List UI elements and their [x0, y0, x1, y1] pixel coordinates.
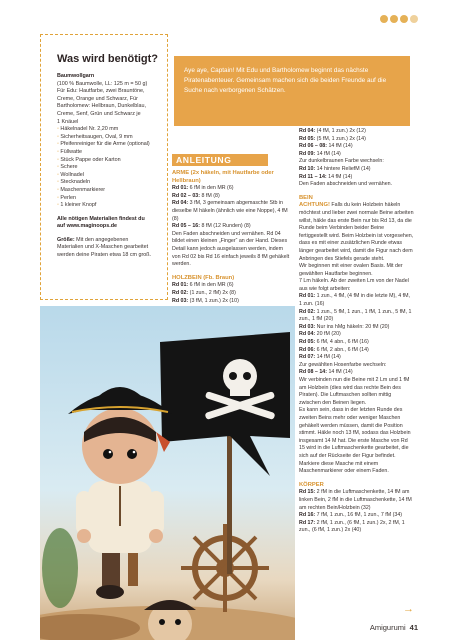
- row: Rd 07: 14 fM (14): [299, 354, 341, 361]
- dot: [410, 15, 418, 23]
- pirate-illustration: [40, 306, 295, 640]
- list-item: ◦ Häkelnadel Nr. 2,20 mm: [57, 126, 161, 134]
- row: Rd 11 – 14: 14 fM (14): [299, 173, 353, 180]
- materials-title: Was wird benötigt?: [57, 53, 159, 65]
- row: Rd 04: (4 fM, 1 zun.) 2x (12): [299, 128, 366, 134]
- yarn-line: Für Edu: Hautfarbe, zwei Brauntöne,: [57, 88, 145, 95]
- row: Rd 03: Nur ins hMg häkeln: 20 fM (20): [299, 323, 390, 330]
- row: Rd 06: 6 fM, 2 abn., 6 fM (14): [299, 346, 369, 353]
- text: Zur dunkelbraunen Farbe wechseln:: [299, 158, 384, 165]
- dot: [400, 15, 408, 23]
- magazine-name: Amigurumi: [369, 623, 406, 632]
- list-item: ◦ Füllwatte: [57, 149, 161, 157]
- instructions-col1: [172, 170, 292, 305]
- materials-note: Alle nötigen Materialien findest du: [57, 215, 145, 222]
- text: Es kann sein, dass in der letzten Runde des zweiten Beins mehr oder weniger Maschen gehäkelt werden müssen, damit die Position stimmt. Häkle noch 13 fM, sodass das Holzbein insgesamt 14 M hat. Die erste Masche von Rd 15 wird in die Luftmaschenkette gearbeitet, die sich auf der Rückseite der Figur befindet. Markiere diese Masche mit einem Maschenmarkierer oder einem Faden.: [299, 407, 411, 475]
- bein-text: 7 Lm häkeln. Ab der zweiten Lm von der Nadel aus wie folgt arbeiten:: [299, 278, 409, 292]
- row: Rd 02: (1 zun., 2 fM) 2x (8): [172, 289, 236, 296]
- row: Rd 08 – 14: 14 fM (14): [299, 369, 353, 376]
- page-footer: [370, 623, 418, 632]
- yarn-line: Creme, Senf, Grün und Schwarz je: [57, 110, 141, 117]
- dot: [380, 15, 388, 23]
- materials-list: [57, 126, 161, 210]
- row: Rd 01: 6 fM in den MR (6): [172, 185, 234, 192]
- intro-banner: Aye aye, Captain! Mit Edu und Bartholomew beginnt das nächste Piratenabenteuer. Gemeinsam machen sich die beiden Freunde auf die Suche nach verborgenen Schätzen.: [174, 56, 410, 126]
- row: Rd 01: 1 zun., 4 fM, (4 fM in die letzte M), 4 fM, 1 zun. (16): [299, 293, 410, 308]
- row: Rd 06 – 08: 14 fM (14): [299, 143, 353, 150]
- row: Rd 10: 14 hintere ReliefM (14): [299, 165, 371, 172]
- row: Rd 03: (3 fM, 1 zun.) 2x (10): [172, 297, 239, 304]
- list-item: ◦ Perlen: [57, 195, 161, 203]
- text: Wir verbinden nun die Beine mit 2 Lm und 1 fM am Holzbein (dies wird das rechte Bein des Piraten). Die Luftmaschen sollten mittig zwischen den Beinen liegen.: [299, 377, 410, 406]
- yarn-line: 1 Knäuel: [57, 118, 79, 125]
- arme-text: Den Faden abschneiden und vernähen. Rd 04 bildet einen kleinen „Finger“ an der Hand. Dieses Detail kann jedoch ausgelassen werden, indem von Rd 02 bis Rd 16 einfach jeweils 8 fM gehäkelt werden.: [172, 230, 290, 268]
- materials-note: auf www.maginoops.de: [57, 223, 117, 230]
- page-number: 41: [409, 623, 418, 632]
- bein-title: BEIN: [299, 194, 313, 201]
- row: Rd 02: 1 zun., 5 fM, 1 zun., 1 fM, 1 zun., 5 fM, 1 zun., 1 fM (20): [299, 308, 412, 323]
- list-item: ◦ 1 kleiner Knopf: [57, 202, 161, 210]
- bein-text: ACHTUNG! Falls du kein Holzbein häkeln möchtest und lieber zwei normale Beine arbeiten willst, häkle das erste Bein nur bis Rd 13, da die Runde beim Verbinden beider Beine fertiggestellt wird. Beim Holzbein ist vorgesehen, dass es mit einer zusätzlichen Runde etwas länger gearbeitet wird, damit die Figur nach dem Anbringen des Stiefels gerade steht.: [299, 202, 414, 262]
- pirate-photo: [40, 306, 295, 640]
- materials-box: [40, 34, 168, 300]
- text: Den Faden abschneiden und vernähen.: [299, 181, 393, 188]
- list-item: ◦ Maschenmarkierer: [57, 187, 161, 195]
- text: Zur gewählten Hosenfarbe wechseln:: [299, 361, 387, 368]
- row: Rd 04: 20 fM (20): [299, 331, 341, 338]
- arme-title: ARME (2x häkeln, mit Hautfarbe oder Hellbraun): [172, 170, 274, 184]
- ship-wheel: [181, 524, 269, 612]
- row: Rd 04: 3 fM, 3 gemeinsam abgemaschte Stb in dieselbe M häkeln (ähnlich wie eine Noppe), 4 fM (8): [172, 200, 288, 222]
- row: Rd 16: 7 fM, 1 zun., 16 fM, 1 zun., 7 fM (34): [299, 512, 403, 519]
- koerper-title: KÖRPER: [299, 481, 324, 488]
- yarn-line: (100 % Baumwolle, LL: 125 m = 50 g): [57, 80, 148, 87]
- list-item: ◦ Pfeifenreiniger für die Arme (optional): [57, 141, 161, 149]
- pirate-flag: [160, 332, 290, 476]
- size-info: Größe: Mit den angegebenen: [57, 236, 129, 243]
- row: Rd 09: 14 fM (14): [299, 150, 341, 157]
- row: Rd 05 – 16: 8 fM (12 Runden) (8): [172, 223, 251, 230]
- holzbein-title: HOLZBEIN (Fb. Braun): [172, 274, 235, 281]
- size-line: Materialien und X-Maschen gearbeitet: [57, 244, 149, 251]
- yarn-title: Baumwollgarn: [57, 73, 95, 79]
- row: Rd 17: 2 fM, 1 zun., (6 fM, 1 zun.) 2x, 2 fM, 1 zun., (6 fM, 1 zun.) 2x (40): [299, 519, 405, 534]
- row: Rd 15: 2 fM in die Luftmaschenkette, 14 fM am linken Bein, 2 fM in die Luftmaschenkette, 14 fM am rechten Bein/Holzbein (32): [299, 489, 412, 511]
- size-line: werden deine Piraten etwa 18 cm groß.: [57, 252, 152, 259]
- second-doll: [144, 600, 196, 640]
- list-item: ◦ Wollnadel: [57, 172, 161, 180]
- row: Rd 01: 6 fM in den MR (6): [172, 282, 234, 289]
- list-item: ◦ Schere: [57, 164, 161, 172]
- list-item: ◦ Stecknadeln: [57, 179, 161, 187]
- arrow-right-icon: →: [403, 603, 414, 615]
- pirate-doll: [68, 387, 172, 599]
- row: Rd 02 – 03: 8 fM (8): [172, 192, 220, 199]
- row: Rd 05: (5 fM, 1 zun.) 2x (14): [299, 135, 366, 142]
- page-dots: [380, 15, 418, 23]
- yarn-line: Creme, Orange und Schwarz, Für: [57, 95, 138, 102]
- list-item: ◦ Stück Pappe oder Karton: [57, 157, 161, 165]
- list-item: ◦ Sicherheitsaugen, Oval, 9 mm: [57, 134, 161, 142]
- dot: [390, 15, 398, 23]
- anleitung-heading: ANLEITUNG: [172, 154, 268, 166]
- yarn-line: Bartholomew: Hellbraun, Dunkelblau,: [57, 103, 146, 110]
- bein-text: Wir beginnen mit einer ovalen Basis. Mit der gewählten Hautfarbe beginnen.: [299, 263, 403, 277]
- instructions-col2: [299, 128, 414, 535]
- row: Rd 05: 6 fM, 4 abn., 6 fM (16): [299, 339, 369, 346]
